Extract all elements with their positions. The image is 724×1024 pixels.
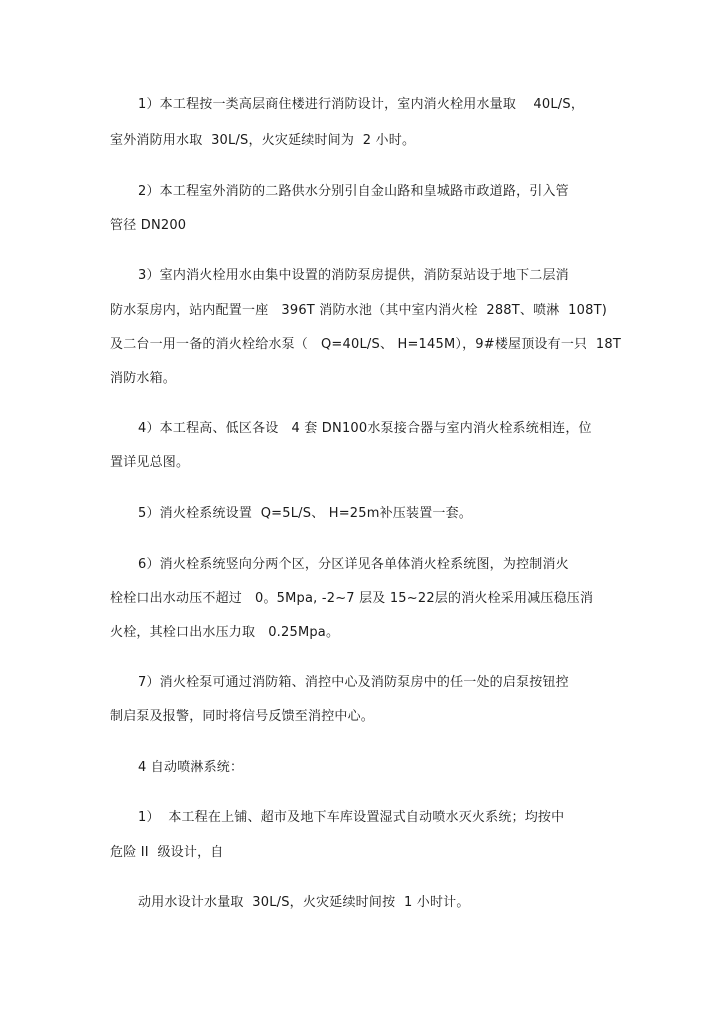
para-8-line-2: 危险 II 级设计，自 [110,845,224,860]
para-1-line-1: 1）本工程按一类高层商住楼进行消防设计，室内消火栓用水量取 40L/S， [138,97,585,112]
para-3-line-3: 及二台一用一备的消火栓给水泵（ Q=40L/S、 H=145M），9#楼屋顶设有一只 18T [110,337,621,352]
para-2-line-1: 2）本工程室外消防的二路供水分别引自金山路和皇城路市政道路，引入管 [138,184,569,199]
para-4-line-2: 置详见总图。 [110,455,190,470]
para-2-line-2: 管径 DN200 [110,218,187,233]
para-8-line-3: 动用水设计水量取 30L/S，火灾延续时间按 1 小时计。 [138,895,470,910]
para-8-line-1: 1） 本工程在上铺、超市及地下车库设置湿式自动喷水灭火系统；均按中 [138,810,565,825]
para-6-line-2: 栓栓口出水动压不超过 0。5Mpa, -2~7 层及 15~22层的消火栓采用减压稳压消 [110,591,594,606]
para-6-line-3: 火栓，其栓口出水压力取 0.25Mpa。 [110,625,340,640]
para-5-line-1: 5）消火栓系统设置 Q=5L/S、 H=25m补压装置一套。 [138,506,473,521]
para-3-line-4: 消防水箱。 [110,371,177,386]
para-3-line-2: 防水泵房内，站内配置一座 396T 消防水池（其中室内消火栓 288T、喷淋 108T) [110,303,607,318]
para-1-line-2: 室外消防用水取 30L/S，火灾延续时间为 2 小时。 [110,133,416,148]
para-4-line-1: 4）本工程高、低区各设 4 套 DN100水泵接合器与室内消火栓系统相连，位 [138,421,592,436]
para-3-line-1: 3）室内消火栓用水由集中设置的消防泵房提供，消防泵站设于地下二层消 [138,268,569,283]
para-7-line-1: 7）消火栓泵可通过消防箱、消控中心及消防泵房中的任一处的启泵按钮控 [138,675,569,690]
para-7-line-2: 制启泵及报警，同时将信号反馈至消控中心。 [110,709,375,724]
para-6-line-1: 6）消火栓系统竖向分两个区，分区详见各单体消火栓系统图，为控制消火 [138,557,569,572]
section-heading-sprinkler: 4 自动喷淋系统： [138,760,244,775]
